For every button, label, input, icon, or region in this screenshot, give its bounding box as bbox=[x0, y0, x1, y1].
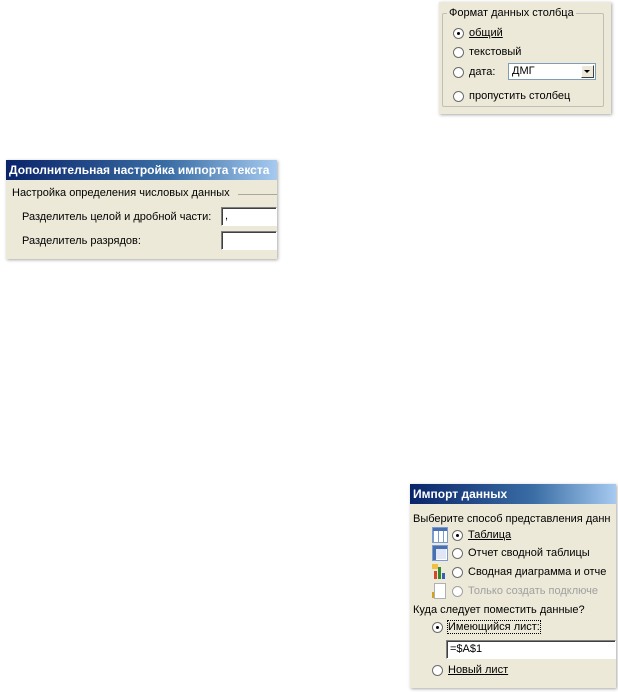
pivot-chart-icon bbox=[432, 564, 448, 580]
radio-date-label: дата: bbox=[469, 66, 496, 78]
option-pivot-table-label: Отчет сводной таблицы bbox=[468, 547, 590, 559]
option-pivot-table[interactable] bbox=[432, 545, 590, 561]
import-data-panel bbox=[410, 484, 616, 688]
radio-skip-column-indicator[interactable] bbox=[453, 91, 464, 102]
connection-icon bbox=[432, 583, 448, 599]
option-connection-only[interactable] bbox=[432, 583, 598, 599]
view-prompt: Выберите способ представления данн bbox=[413, 513, 611, 525]
option-connection-only-label: Только создать подключе bbox=[468, 585, 598, 597]
decimal-separator-input[interactable]: , bbox=[221, 207, 277, 226]
option-pivot-chart-label: Сводная диаграмма и отче bbox=[468, 566, 607, 578]
date-format-select[interactable] bbox=[508, 63, 596, 80]
radio-skip-column[interactable] bbox=[453, 90, 570, 102]
group-divider bbox=[238, 194, 277, 195]
column-format-panel bbox=[439, 2, 611, 114]
thousands-separator-input[interactable] bbox=[221, 231, 277, 250]
option-pivot-table-radio[interactable] bbox=[452, 548, 463, 559]
option-new-sheet[interactable] bbox=[432, 664, 508, 676]
numeric-settings-group-title: Настройка определения числовых данных bbox=[12, 187, 230, 199]
radio-general-indicator[interactable] bbox=[453, 28, 464, 39]
option-table-label: Таблица bbox=[468, 529, 512, 541]
option-existing-sheet[interactable] bbox=[432, 621, 540, 633]
destination-prompt: Куда следует поместить данные? bbox=[413, 604, 585, 616]
advanced-import-title: Дополнительная настройка импорта текста bbox=[6, 160, 277, 180]
table-icon bbox=[432, 527, 448, 543]
radio-general[interactable] bbox=[453, 27, 503, 39]
column-format-group-title: Формат данных столбца bbox=[449, 7, 574, 19]
import-data-title: Импорт данных bbox=[410, 484, 616, 504]
option-pivot-chart-radio[interactable] bbox=[452, 567, 463, 578]
option-pivot-chart[interactable] bbox=[432, 564, 606, 580]
radio-text-label: текстовый bbox=[469, 46, 522, 58]
option-existing-sheet-radio[interactable] bbox=[432, 622, 443, 633]
radio-text-indicator[interactable] bbox=[453, 47, 464, 58]
decimal-separator-label: Разделитель целой и дробной части: bbox=[22, 211, 212, 223]
radio-date[interactable] bbox=[453, 66, 495, 78]
option-new-sheet-radio[interactable] bbox=[432, 665, 443, 676]
option-table-radio[interactable] bbox=[452, 530, 463, 541]
thousands-separator-label: Разделитель разрядов: bbox=[22, 235, 141, 247]
pivot-table-icon bbox=[432, 545, 448, 561]
cell-reference-input[interactable]: =$A$1 bbox=[446, 640, 616, 659]
radio-date-indicator[interactable] bbox=[453, 67, 464, 78]
option-connection-only-radio[interactable] bbox=[452, 586, 463, 597]
radio-text[interactable] bbox=[453, 46, 521, 58]
option-existing-sheet-label: Имеющийся лист: bbox=[448, 621, 540, 633]
radio-skip-column-label: пропустить столбец bbox=[469, 90, 571, 102]
chevron-down-icon[interactable] bbox=[581, 65, 594, 78]
radio-general-label: общий bbox=[469, 27, 503, 39]
date-format-value: ДМГ bbox=[512, 65, 535, 77]
option-table[interactable] bbox=[432, 527, 511, 543]
option-new-sheet-label: Новый лист bbox=[448, 664, 509, 676]
advanced-import-panel bbox=[6, 160, 277, 259]
